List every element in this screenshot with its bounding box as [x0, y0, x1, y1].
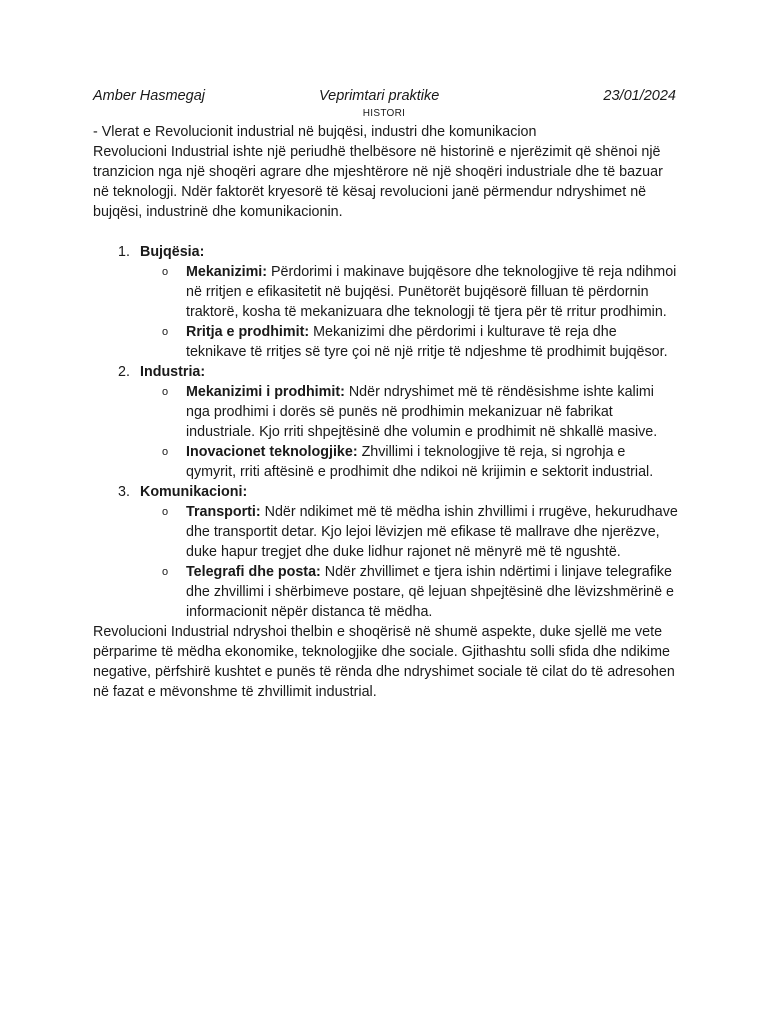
intro-heading: - Vlerat e Revolucionit industrial në bujqësi, industri dhe komunikacion [93, 124, 537, 140]
subitems-list [140, 262, 678, 362]
subitem-text: Përdorimi i makinave bujqësore dhe teknologjive të reja ndihmoi në rritjen e efikasitetit në bujqësi. Punëtorët bujqësorë filluan të përdornin traktorë, kosha të mekanizuara dhe teknologji të tjera për të rritur prodhimin. [186, 264, 677, 320]
sections-list [93, 242, 678, 622]
document-header [93, 88, 676, 108]
subitem-term: Mekanizimi: [186, 264, 268, 280]
section-title: Industria: [140, 364, 206, 380]
subject-label: HISTORI [362, 108, 406, 119]
section-number: 2. [118, 364, 130, 380]
subitem-term: Rritja e prodhimit: [186, 324, 310, 340]
section-title: Bujqësia: [140, 244, 205, 260]
subitem-text: Zhvillimi i teknologjive të reja, si ngrohja e qymyrit, rriti aftësinë e prodhimit dhe ndikoi në krijimin e sektorit industrial. [186, 444, 654, 480]
document-date: 23/01/2024 [603, 88, 676, 104]
subitem-text: Ndër zhvillimet e tjera ishin ndërtimi i linjave telegrafike dhe zhvillimi i shërbimeve postare, që lejuan shpejtësinë dhe lëvizshmërinë e informacionit nëpër distanca të mëdha. [186, 564, 674, 620]
subitem [140, 502, 678, 562]
subitem [140, 382, 678, 442]
section-item [93, 242, 678, 362]
subitem-text: Mekanizimi dhe përdorimi i kulturave të reja dhe teknikave të rritjes së tyre çoi në një rritje të ndjeshme të prodhimit bujqësor. [186, 324, 668, 360]
author-name: Amber Hasmegaj [93, 88, 206, 104]
subitem [140, 322, 678, 362]
subitem-term: Inovacionet teknologjike: [186, 444, 358, 460]
bullet-icon: o [162, 386, 169, 398]
bullet-icon: o [162, 326, 169, 338]
document-title: Veprimtari praktike [319, 88, 440, 104]
bullet-icon: o [162, 506, 169, 518]
conclusion-paragraph: Revolucioni Industrial ndryshoi thelbin e shoqërisë në shumë aspekte, duke sjellë me vete përparime të mëdha ekonomike, teknologjike dhe sociale. Gjithashtu solli sfida dhe ndikime negative, përfshirë kushtet e punës të rënda dhe ndryshimet sociale të cilat do të adresohen në fazat e mëvonshme të zhvillimit industrial. [93, 624, 675, 700]
subitem-text: Ndër ndryshimet më të rëndësishme ishte kalimi nga prodhimi i dorës së punës në prodhimin mekanizuar në fabrikat industriale. Kjo rriti shpejtësinë dhe volumin e prodhimit në shkallë masive. [186, 384, 658, 440]
subitem [140, 262, 678, 322]
subitem [140, 442, 678, 482]
document-body [93, 122, 678, 702]
bullet-icon: o [162, 566, 169, 578]
subitems-list [140, 382, 678, 482]
bullet-icon: o [162, 266, 169, 278]
subitem-term: Transporti: [186, 504, 261, 520]
subitem-text: Ndër ndikimet më të mëdha ishin zhvillimi i rrugëve, hekurudhave dhe transportit detar. Kjo lejoi lëvizjen më efikase të mallrave dhe njerëzve, duke hapur tregjet dhe duke lidhur rajonet në mënyrë më të ngushtë. [186, 504, 678, 560]
subitem-term: Telegrafi dhe posta: [186, 564, 321, 580]
section-item [93, 362, 678, 482]
subitem-term: Mekanizimi i prodhimit: [186, 384, 345, 400]
section-item [93, 482, 678, 622]
subitem [140, 562, 678, 622]
paragraph-gap [93, 222, 678, 242]
intro-paragraph: Revolucioni Industrial ishte një periudhë thelbësore në historinë e njerëzimit që shënoi një tranzicion nga një shoqëri agrare dhe mjeshtërore në një shoqëri industriale dhe të bazuar në teknologji. Ndër faktorët kryesorë të kësaj revolucioni janë përmendur ndryshimet në bujqësi, industrinë dhe komunikacionin. [93, 144, 663, 220]
section-number: 3. [118, 484, 130, 500]
section-number: 1. [118, 244, 130, 260]
section-title: Komunikacioni: [140, 484, 248, 500]
bullet-icon: o [162, 446, 169, 458]
subitems-list [140, 502, 678, 622]
